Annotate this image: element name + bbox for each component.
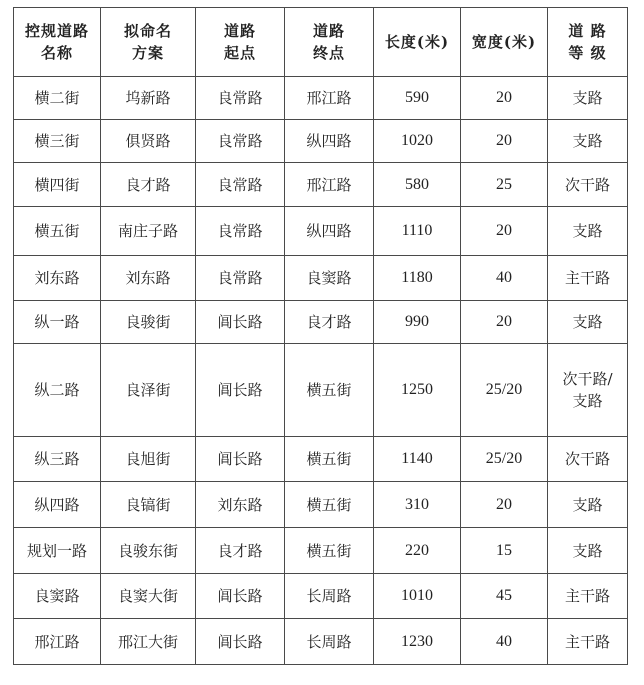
table-row	[14, 574, 628, 619]
table-row	[14, 120, 628, 163]
table-row	[14, 77, 628, 120]
cell-end: 邢江路	[285, 77, 374, 120]
header-road-start: 道路 起点	[196, 8, 285, 77]
cell-length: 590	[374, 77, 461, 120]
header-proposed-name: 拟命名 方案	[101, 8, 196, 77]
cell-start: 阊长路	[196, 301, 285, 344]
cell-length: 1020	[374, 120, 461, 163]
cell-end: 横五街	[285, 482, 374, 528]
cell-length: 310	[374, 482, 461, 528]
header-row	[14, 8, 628, 77]
cell-planned-name: 规划一路	[14, 528, 101, 574]
cell-planned-name: 刘东路	[14, 256, 101, 301]
cell-grade: 支路	[548, 301, 628, 344]
cell-proposed-name: 刘东路	[101, 256, 196, 301]
cell-start: 刘东路	[196, 482, 285, 528]
cell-proposed-name: 良旭街	[101, 437, 196, 482]
header-planned-road-name: 控规道路 名称	[14, 8, 101, 77]
cell-planned-name: 纵三路	[14, 437, 101, 482]
cell-length: 220	[374, 528, 461, 574]
cell-start: 阊长路	[196, 574, 285, 619]
cell-proposed-name: 俱贤路	[101, 120, 196, 163]
cell-width: 20	[461, 301, 548, 344]
header-road-grade: 道 路 等 级	[548, 8, 628, 77]
cell-start: 良常路	[196, 163, 285, 207]
cell-grade: 次干路/ 支路	[548, 344, 628, 437]
cell-proposed-name: 良窦大街	[101, 574, 196, 619]
cell-width: 20	[461, 77, 548, 120]
cell-start: 良常路	[196, 77, 285, 120]
cell-width: 25	[461, 163, 548, 207]
cell-grade: 次干路	[548, 163, 628, 207]
table-row	[14, 528, 628, 574]
cell-proposed-name: 良骏街	[101, 301, 196, 344]
cell-grade: 支路	[548, 120, 628, 163]
cell-grade: 支路	[548, 207, 628, 256]
header-road-end: 道路 终点	[285, 8, 374, 77]
table-row	[14, 207, 628, 256]
cell-start: 阊长路	[196, 344, 285, 437]
cell-length: 990	[374, 301, 461, 344]
table-row	[14, 482, 628, 528]
cell-proposed-name: 坞新路	[101, 77, 196, 120]
cell-length: 1180	[374, 256, 461, 301]
cell-width: 20	[461, 207, 548, 256]
cell-start: 良常路	[196, 256, 285, 301]
cell-proposed-name: 南庄子路	[101, 207, 196, 256]
cell-length: 1010	[374, 574, 461, 619]
cell-width: 40	[461, 256, 548, 301]
cell-length: 1110	[374, 207, 461, 256]
cell-width: 15	[461, 528, 548, 574]
cell-start: 阊长路	[196, 619, 285, 665]
cell-length: 580	[374, 163, 461, 207]
cell-planned-name: 横二街	[14, 77, 101, 120]
cell-end: 长周路	[285, 619, 374, 665]
cell-start: 良常路	[196, 207, 285, 256]
header-length: 长度(米)	[374, 8, 461, 77]
cell-planned-name: 纵四路	[14, 482, 101, 528]
cell-grade: 主干路	[548, 574, 628, 619]
cell-start: 良常路	[196, 120, 285, 163]
cell-end: 长周路	[285, 574, 374, 619]
cell-grade: 次干路	[548, 437, 628, 482]
table-row	[14, 301, 628, 344]
table-row	[14, 619, 628, 665]
cell-planned-name: 横五街	[14, 207, 101, 256]
cell-grade: 主干路	[548, 256, 628, 301]
cell-planned-name: 横三街	[14, 120, 101, 163]
cell-length: 1140	[374, 437, 461, 482]
cell-width: 45	[461, 574, 548, 619]
cell-end: 横五街	[285, 437, 374, 482]
cell-grade: 主干路	[548, 619, 628, 665]
cell-end: 纵四路	[285, 207, 374, 256]
cell-proposed-name: 良镐街	[101, 482, 196, 528]
cell-proposed-name: 良泽街	[101, 344, 196, 437]
cell-grade: 支路	[548, 482, 628, 528]
cell-end: 横五街	[285, 528, 374, 574]
cell-planned-name: 纵二路	[14, 344, 101, 437]
cell-end: 纵四路	[285, 120, 374, 163]
cell-planned-name: 良窦路	[14, 574, 101, 619]
cell-start: 阊长路	[196, 437, 285, 482]
cell-planned-name: 横四街	[14, 163, 101, 207]
table-row	[14, 163, 628, 207]
cell-width: 40	[461, 619, 548, 665]
header-width: 宽度(米)	[461, 8, 548, 77]
table-row	[14, 344, 628, 437]
cell-planned-name: 邢江路	[14, 619, 101, 665]
cell-proposed-name: 良才路	[101, 163, 196, 207]
cell-width: 20	[461, 120, 548, 163]
table-row	[14, 437, 628, 482]
cell-planned-name: 纵一路	[14, 301, 101, 344]
cell-grade: 支路	[548, 528, 628, 574]
cell-width: 25/20	[461, 344, 548, 437]
cell-proposed-name: 邢江大街	[101, 619, 196, 665]
cell-width: 25/20	[461, 437, 548, 482]
cell-length: 1230	[374, 619, 461, 665]
cell-end: 邢江路	[285, 163, 374, 207]
cell-start: 良才路	[196, 528, 285, 574]
cell-width: 20	[461, 482, 548, 528]
road-naming-table	[13, 7, 628, 665]
table-row	[14, 256, 628, 301]
cell-length: 1250	[374, 344, 461, 437]
table-body	[14, 77, 628, 665]
cell-grade: 支路	[548, 77, 628, 120]
cell-proposed-name: 良骏东街	[101, 528, 196, 574]
cell-end: 良窦路	[285, 256, 374, 301]
table-header	[14, 8, 628, 77]
cell-end: 良才路	[285, 301, 374, 344]
cell-end: 横五街	[285, 344, 374, 437]
